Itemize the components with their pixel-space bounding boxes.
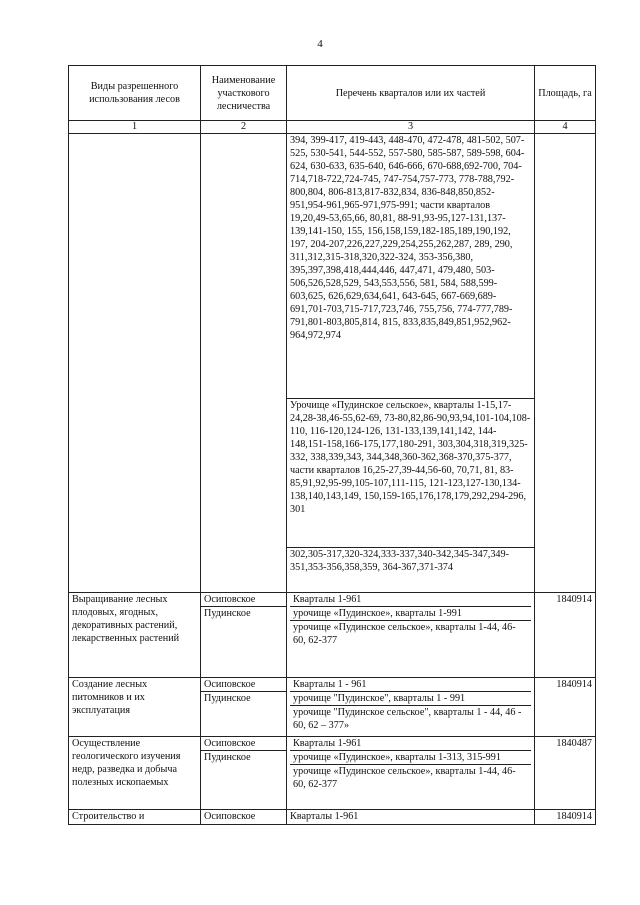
forestry-name: Осиповское bbox=[204, 738, 256, 749]
column-number-row bbox=[69, 121, 596, 134]
col-number: 3 bbox=[287, 121, 535, 134]
quarters-cell bbox=[287, 737, 535, 810]
quarters-line: урочище «Пудинское», кварталы 1-313, 315-991 bbox=[290, 750, 531, 764]
table-row bbox=[69, 810, 596, 825]
use-type-cell: Строительство и bbox=[69, 810, 201, 825]
use-type-cell: Создание лесных питомников и их эксплуатация bbox=[69, 678, 201, 737]
quarters-line: Кварталы 1-961 bbox=[293, 594, 362, 605]
table-row bbox=[69, 678, 596, 737]
header-use-type: Виды разрешенного использования лесов bbox=[69, 66, 201, 121]
area-cell: 1840487 bbox=[535, 737, 596, 810]
table-row bbox=[69, 737, 596, 810]
quarters-line: урочище «Пудинское сельское», кварталы 1-44, 46-60, 62-377 bbox=[290, 764, 531, 791]
quarters-line: Кварталы 1-961 bbox=[293, 738, 362, 749]
forestry-name: Пудинское bbox=[201, 691, 286, 705]
quarters-line: урочище "Пудинское", кварталы 1 - 991 bbox=[290, 691, 531, 705]
use-type-cell bbox=[69, 134, 201, 593]
quarters-line: урочище «Пудинское», кварталы 1-991 bbox=[290, 606, 531, 620]
area-cell bbox=[535, 134, 596, 593]
quarters-cell: Урочище «Пудинское сельское», кварталы 1-15,17-24,28-38,46-55,62-69, 73-80,82,86-90,93,94,101-104,108-110, 116-120,124-126, 131-133,139,141,142, 144-148,151-158,166-175,177,180-291, 303,304,318,319,325-332, 338,339,343, 344,348,360-362,368-370,375-377, части кварталов 16,25-27,39-44,56-60, 70,71, 81, 83-85,91,92,95-99,105-107,111-115, 121-123,127-130,134-138,140,143,149, 150,159-165,176,178,179,292,294-296, 301 bbox=[287, 399, 535, 548]
quarters-line: Кварталы 1 - 961 bbox=[293, 679, 367, 690]
table-row bbox=[69, 134, 596, 399]
header-area: Площадь, га bbox=[535, 66, 596, 121]
forestry-name: Пудинское bbox=[201, 750, 286, 764]
header-quarters: Перечень кварталов или их частей bbox=[287, 66, 535, 121]
quarters-line: урочище «Пудинское сельское», кварталы 1-44, 46-60, 62-377 bbox=[290, 620, 531, 647]
header-forestry: Наименование участкового лесничества bbox=[201, 66, 287, 121]
forestry-name: Осиповское bbox=[204, 679, 256, 690]
quarters-cell bbox=[287, 593, 535, 678]
quarters-line: урочище "Пудинское сельское", кварталы 1 - 44, 46 - 60, 62 – 377» bbox=[290, 705, 531, 732]
forest-use-table bbox=[68, 65, 596, 825]
table-header-row bbox=[69, 66, 596, 121]
forestry-name: Пудинское bbox=[201, 606, 286, 620]
quarters-cell bbox=[287, 678, 535, 737]
forestry-cell bbox=[201, 593, 287, 678]
area-cell: 1840914 bbox=[535, 678, 596, 737]
area-cell: 1840914 bbox=[535, 593, 596, 678]
area-cell: 1840914 bbox=[535, 810, 596, 825]
forestry-name: Осиповское bbox=[204, 594, 256, 605]
col-number: 1 bbox=[69, 121, 201, 134]
quarters-cell: 302,305-317,320-324,333-337,340-342,345-347,349-351,353-356,358,359, 364-367,371-374 bbox=[287, 548, 535, 593]
col-number: 4 bbox=[535, 121, 596, 134]
quarters-cell: 394, 399-417, 419-443, 448-470, 472-478, 481-502, 507-525, 530-541, 544-552, 557-580, 585-587, 589-598, 604-624, 630-633, 635-640, 646-666, 670-688,692-700, 704-714,718-722,724-745, 747-754,757-773, 778-788,792-800,804, 806-813,817-832,834, 836-848,850,852-951,954-961,965-971,975-991; части кварталов 19,20,49-53,65,66, 80,81, 88-91,93-95,127-131,137-139,141-150, 155, 156,158,159,182-185,189,190,192, 197, 204-207,226,227,229,254,255,262,287, 289, 290, 311,312,315-318,320,322-324, 353-356,380, 395,397,398,418,444,446, 447,471, 479,480, 503-506,526,528,529, 543,553,556, 581, 584, 588,599-603,625, 626,629,634,641, 643-645, 667-669,689-691,701-703,715-717,723,746, 755,756, 774-777,789-791,801-803,805,814, 815, 833,835,849,851,952,962-964,972,974 bbox=[287, 134, 535, 399]
use-type-cell: Выращивание лесных плодовых, ягодных, декоративных растений, лекарственных растений bbox=[69, 593, 201, 678]
col-number: 2 bbox=[201, 121, 287, 134]
forestry-cell bbox=[201, 678, 287, 737]
page-number: 4 bbox=[317, 38, 323, 50]
use-type-cell: Осуществление геологического изучения недр, разведка и добыча полезных ископаемых bbox=[69, 737, 201, 810]
forestry-cell bbox=[201, 134, 287, 593]
forestry-cell bbox=[201, 737, 287, 810]
forestry-cell: Осиповское bbox=[201, 810, 287, 825]
quarters-cell: Кварталы 1-961 bbox=[287, 810, 535, 825]
